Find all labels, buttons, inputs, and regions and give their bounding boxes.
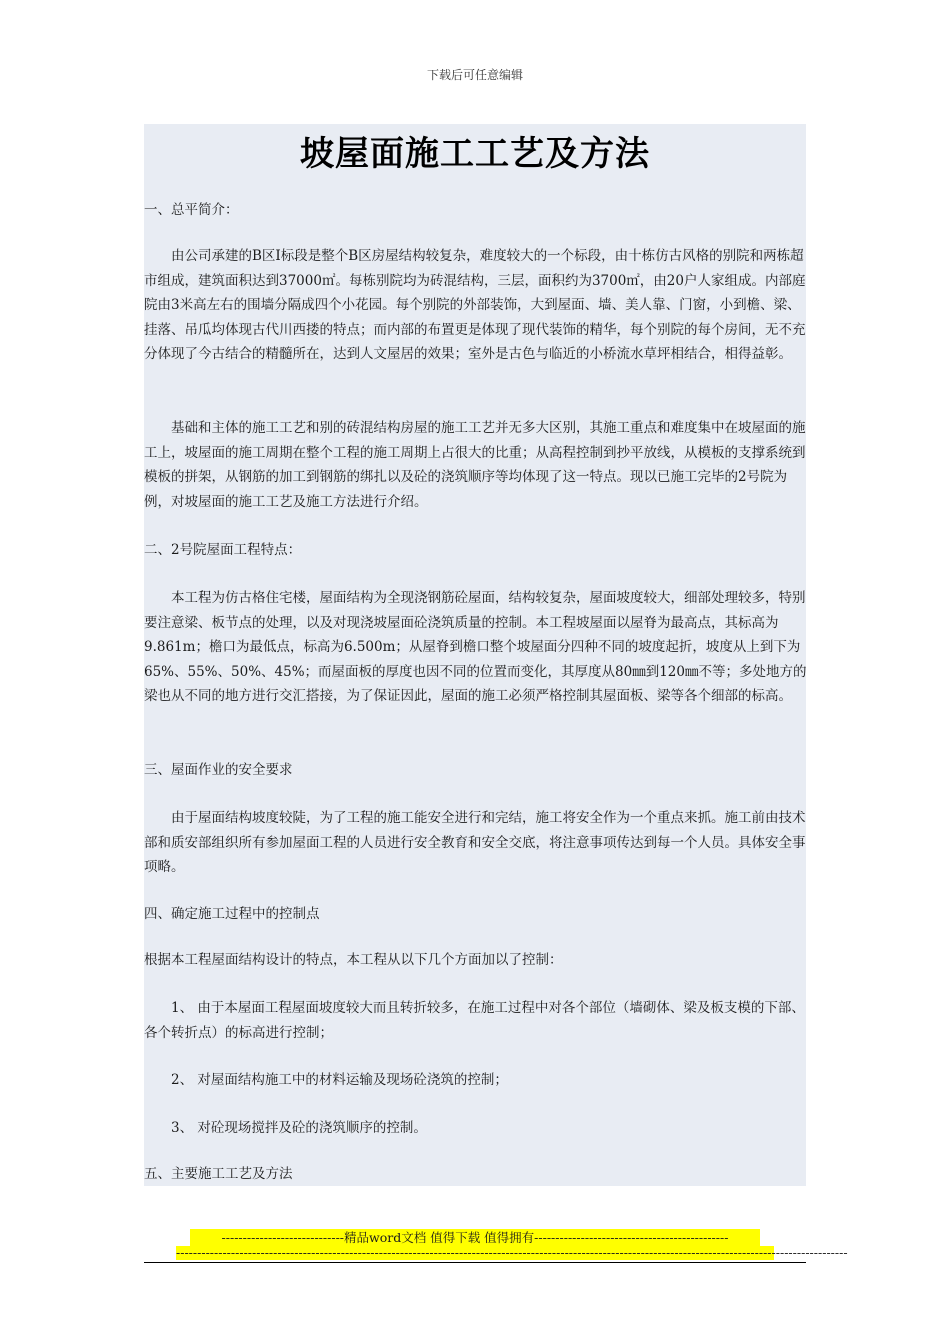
section-2-heading: 二、2号院屋面工程特点：	[144, 542, 302, 558]
section-1-paragraph-1: 由公司承建的B区Ⅰ标段是整个B区房屋结构较复杂，难度较大的一个标段，由十栋仿古风格的别院和两栋超市组成，建筑面积达到37000㎡。每栋别院均为砖混结构，三层，面积约为3700㎡，由20户人家组成。内部庭院由3米高左右的围墙分隔成四个小花园。每个别院的外部装饰，大到屋面、墙、美人靠、门窗，小到檐、梁、挂落、吊瓜均体现古代川西搂的特点；而内部的布置更是体现了现代装饰的精华，每个别院的每个房间，无不充分体现了今古结合的精髓所在，达到人文屋居的效果；室外是古色与临近的小桥流水草坪相结合，相得益彰。	[144, 248, 806, 363]
section-2-paragraph-1: 本工程为仿古格住宅楼，屋面结构为全现浇钢筋砼屋面，结构较复杂，屋面坡度较大，细部处理较多，特别要注意梁、板节点的处理，以及对现浇坡屋面砼浇筑质量的控制。本工程坡屋面以屋脊为最高点，其标高为9.861m；檐口为最低点，标高为6.500m；从屋脊到檐口整个坡屋面分四种不同的坡度起折，坡度从上到下为65%、55%、50%、45%；而屋面板的厚度也因不同的位置而变化，其厚度从80㎜到120㎜不等；多处地方的梁也从不同的地方进行交汇搭接，为了保证因此，屋面的施工必须严格控制其屋面板、梁等各个细部的标高。	[144, 590, 807, 705]
document-title: 坡屋面施工工艺及方法	[300, 134, 650, 174]
section-3-heading: 三、屋面作业的安全要求	[144, 762, 293, 778]
footer-banner-line-2: ---------------------------------------------------------------------------------------------------------------------------------------------------------------	[176, 1245, 848, 1260]
footer-banner-line-1: -----------------------------精品word文档 值得下载 值得拥有----------------------------------------------	[190, 1229, 760, 1246]
section-4-item-1: 1、 由于本屋面工程屋面坡度较大而且转折较多，在施工过程中对各个部位（墙砌体、梁及板支模的下部、各个转折点）的标高进行控制；	[144, 1000, 805, 1041]
section-5-heading: 五、主要施工工艺及方法	[144, 1166, 293, 1182]
section-4-item-3: 3、 对砼现场搅拌及砼的浇筑顺序的控制。	[171, 1120, 427, 1136]
section-4-heading: 四、确定施工过程中的控制点	[144, 906, 320, 922]
section-1-paragraph-2: 基础和主体的施工工艺和别的砖混结构房屋的施工工艺并无多大区别，其施工重点和难度集中在坡屋面的施工上，坡屋面的施工周期在整个工程的施工周期上占很大的比重；从高程控制到抄平放线，从模板的支撑系统到模板的拼架，从钢筋的加工到钢筋的绑扎以及砼的浇筑顺序等均体现了这一特点。现以已施工完毕的2号院为例，对坡屋面的施工工艺及施工方法进行介绍。	[144, 420, 806, 510]
section-4-item-2: 2、 对屋面结构施工中的材料运输及现场砼浇筑的控制；	[171, 1072, 508, 1088]
section-3-paragraph-1: 由于屋面结构坡度较陡，为了工程的施工能安全进行和完结，施工将安全作为一个重点来抓。施工前由技术部和质安部组织所有参加屋面工程的人员进行安全教育和安全交底，将注意事项传达到每一个人员。具体安全事项略。	[144, 810, 806, 876]
footer-divider	[144, 1262, 806, 1263]
header-note: 下载后可任意编辑	[426, 68, 523, 82]
section-4-intro: 根据本工程屋面结构设计的特点，本工程从以下几个方面加以了控制：	[144, 952, 563, 968]
section-1-heading: 一、总平简介：	[144, 202, 239, 218]
